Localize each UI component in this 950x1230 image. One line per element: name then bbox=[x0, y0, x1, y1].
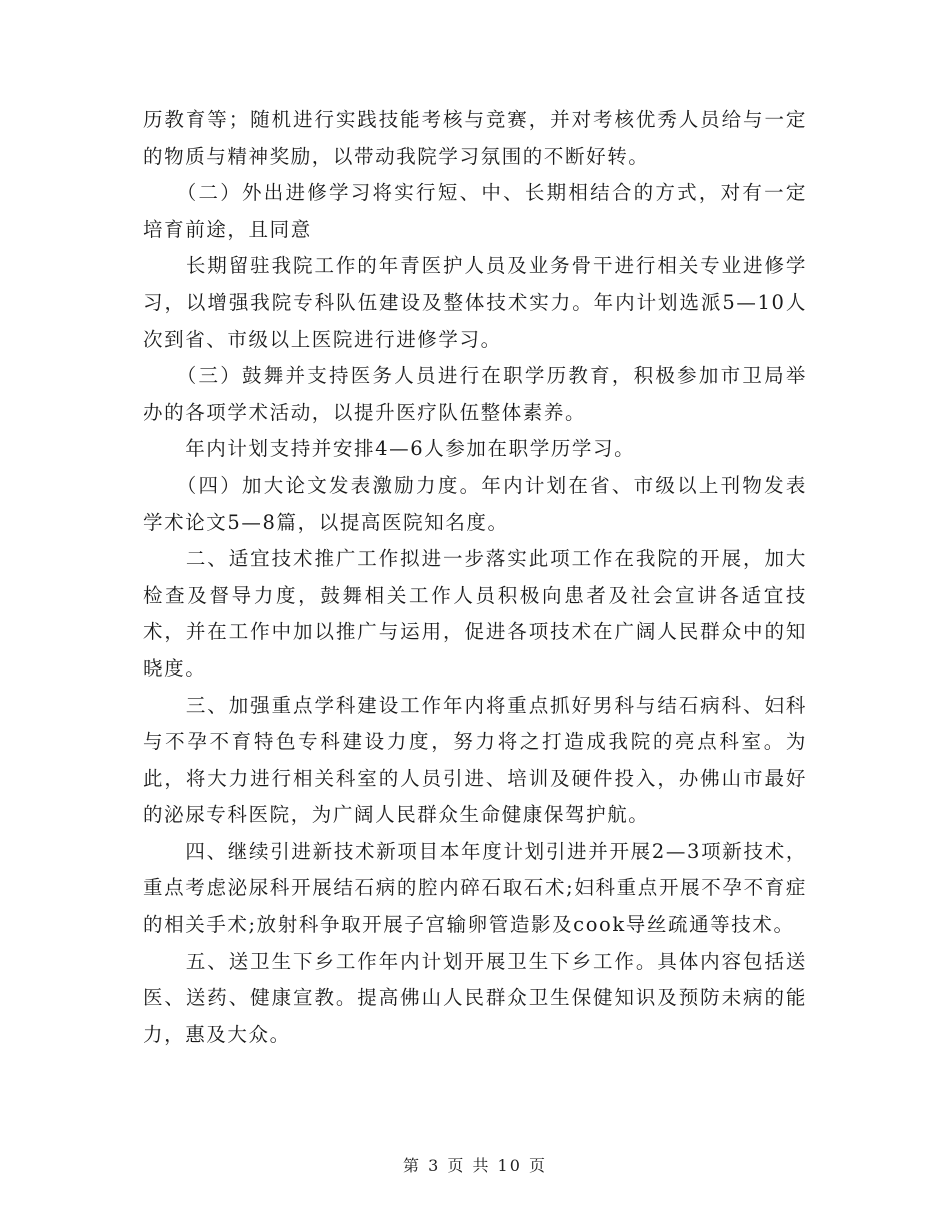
paragraph-8: 三、加强重点学科建设工作年内将重点抓好男科与结石病科、妇科与不孕不育特色专科建设力度，努力将之打造成我院的亮点科室。为此，将大力进行相关科室的人员引进、培训及硬件投入，办佛山市最好的泌尿专科医院，为广阔人民群众生命健康保驾护航。 bbox=[143, 693, 807, 827]
paragraph-7: 二、适宜技术推广工作拟进一步落实此项工作在我院的开展，加大检查及督导力度，鼓舞相关工作人员积极向患者及社会宣讲各适宜技术，并在工作中加以推广与运用，促进各项技术在广阔人民群众中的知晓度。 bbox=[143, 547, 807, 680]
paragraph-1: 历教育等；随机进行实践技能考核与竞赛，并对考核优秀人员给与一定的物质与精神奖励，以带动我院学习氛围的不断好转。 bbox=[143, 108, 807, 168]
paragraph-4: （三）鼓舞并支持医务人员进行在职学历教育，积极参加市卫局举办的各项学术活动，以提升医疗队伍整体素养。 bbox=[143, 364, 807, 424]
paragraph-6: （四）加大论文发表激励力度。年内计划在省、市级以上刊物发表学术论文5—8篇，以提高医院知名度。 bbox=[143, 473, 807, 534]
paragraph-5: 年内计划支持并安排4—6人参加在职学历学习。 bbox=[143, 437, 636, 461]
paragraph-10: 五、送卫生下乡工作年内计划开展卫生下乡工作。具体内容包括送医、送药、健康宣教。提高佛山人民群众卫生保健知识及预防未病的能力，惠及大众。 bbox=[143, 949, 807, 1046]
page-number-footer: 第 3 页 共 10 页 bbox=[403, 1156, 547, 1175]
paragraph-3: 长期留驻我院工作的年青医护人员及业务骨干进行相关专业进修学习，以增强我院专科队伍建设及整体技术实力。年内计划选派5—10人次到省、市级以上医院进行进修学习。 bbox=[143, 254, 807, 351]
document-body bbox=[143, 102, 807, 1053]
paragraph-9: 四、继续引进新技术新项目本年度计划引进并开展2—3项新技术，重点考虑泌尿科开展结石病的腔内碎石取石术;妇科重点开展不孕不育症的相关手术;放射科争取开展子宫输卵管造影及cook导丝疏通等技术。 bbox=[143, 839, 807, 937]
paragraph-2: （二）外出进修学习将实行短、中、长期相结合的方式，对有一定培育前途，且同意 bbox=[143, 181, 807, 241]
